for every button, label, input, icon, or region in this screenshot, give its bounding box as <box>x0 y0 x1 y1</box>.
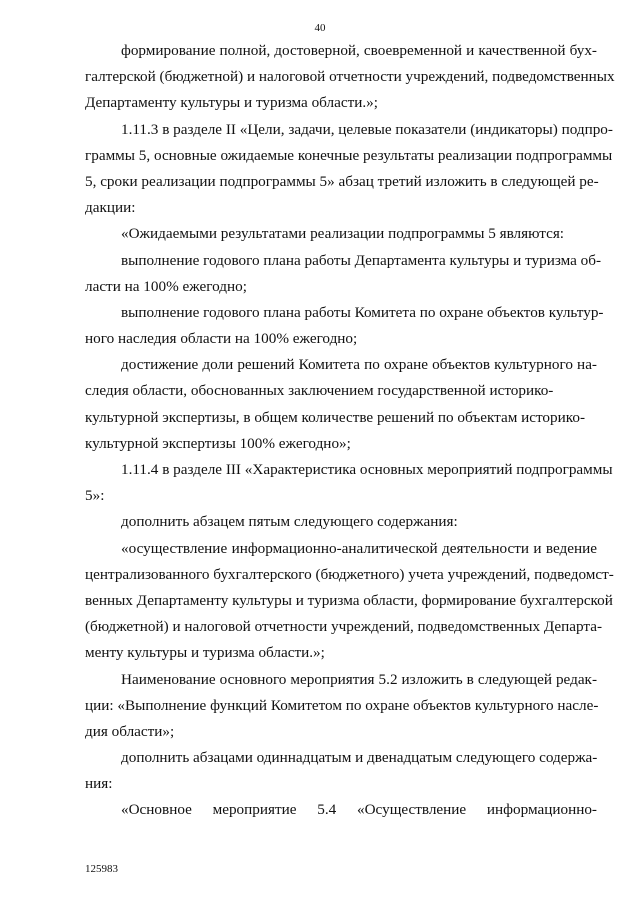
text-line: формирование полной, достоверной, своевременной и качественной бух- <box>121 42 597 59</box>
text-line: дия области»; <box>85 722 175 740</box>
document-id: 125983 <box>85 863 118 875</box>
text-line: выполнение годового плана работы Комитета по охране объектов культур- <box>121 303 604 321</box>
text-line: дополнить абзацем пятым следующего содержания: <box>121 513 458 531</box>
text-line: 1.11.3 в разделе II «Цели, задачи, целевые показатели (индикаторы) подпро- <box>121 120 613 138</box>
document-text <box>85 38 615 824</box>
text-line: дакции: <box>85 199 136 217</box>
text-line: ции: «Выполнение функций Комитетом по охране объектов культурного насле- <box>85 696 599 714</box>
text-line: 5, сроки реализации подпрограммы 5» абзац третий изложить в следующей ре- <box>85 172 599 190</box>
page-number: 40 <box>314 22 326 34</box>
text-line: галтерской (бюджетной) и налоговой отчетности учреждений, подведомственных <box>85 68 615 86</box>
text-line: культурной экспертизы 100% ежегодно»; <box>85 434 351 452</box>
text-line: выполнение годового плана работы Департамента культуры и туризма об- <box>121 251 602 269</box>
text-line: достижение доли решений Комитета по охране объектов культурного на- <box>121 356 597 374</box>
text-line: централизованного бухгалтерского (бюджетного) учета учреждений, подведомст- <box>85 565 614 583</box>
text-line: ния: <box>85 775 113 793</box>
text-line: граммы 5, основные ожидаемые конечные результаты реализации подпрограммы <box>85 146 613 164</box>
text-line: дополнить абзацами одиннадцатым и двенадцатым следующего содержа- <box>121 749 598 767</box>
text-line: ласти на 100% ежегодно; <box>85 277 247 295</box>
text-line: «Основное мероприятие 5.4 «Осуществление информационно- <box>121 801 597 819</box>
text-line: Департаменту культуры и туризма области.»; <box>85 94 378 112</box>
text-line: (бюджетной) и налоговой отчетности учреждений, подведомственных Департа- <box>85 618 603 636</box>
text-line: следия области, обоснованных заключением государственной историко- <box>85 382 554 400</box>
text-line: 1.11.4 в разделе III «Характеристика основных мероприятий подпрограммы <box>121 461 613 478</box>
text-line: 5»: <box>85 487 105 505</box>
text-line: менту культуры и туризма области.»; <box>85 644 325 662</box>
text-line: венных Департаменту культуры и туризма области, формирование бухгалтерской <box>85 591 613 609</box>
text-line: «осуществление информационно-аналитической деятельности и ведение <box>121 539 597 557</box>
text-line: «Ожидаемыми результатами реализации подпрограммы 5 являются: <box>121 225 565 243</box>
text-line: культурной экспертизы, в общем количестве решений по объектам историко- <box>85 408 585 426</box>
text-line: ного наследия области на 100% ежегодно; <box>85 330 358 348</box>
text-line: Наименование основного мероприятия 5.2 изложить в следующей редак- <box>121 670 597 688</box>
